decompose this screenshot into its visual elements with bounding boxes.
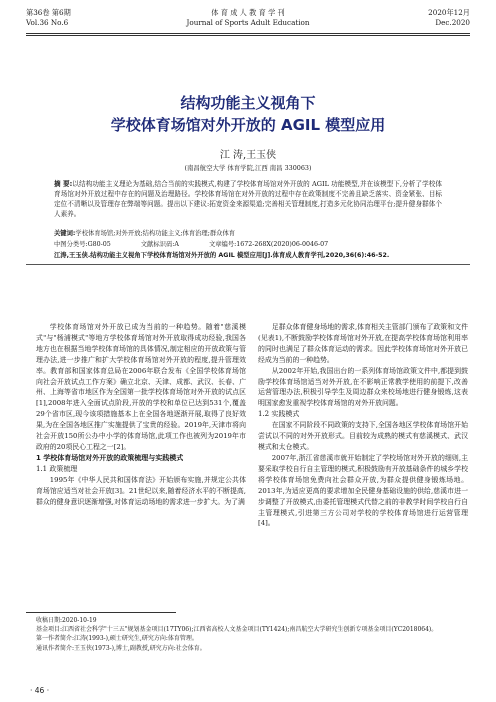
clc-number: 中图分类号:G80-05 [54, 241, 111, 248]
article-title-line1: 结构功能主义视角下 [180, 94, 316, 112]
issue-date [428, 8, 470, 28]
corresponding-author-bio: 通讯作者简介:王玉侠(1973-),博士,副教授,研究方向:社会体育。 [36, 644, 206, 652]
subsection-heading: 1.2 实践模式 [258, 410, 300, 419]
header-rule-thin [26, 35, 470, 36]
journal-name [26, 8, 470, 28]
volume-en: Vol.36 No.6 [26, 18, 69, 27]
issue-date-cn: 2020年12月 [428, 8, 470, 17]
citation-text: 江涛,王玉侠.结构功能主义视角下学校体育场馆对外开放的 AGIL 模型应用[J].体育成人教育学刊,2020,36(6):46-52. [54, 252, 390, 259]
article-title-line2: 学校体育场馆对外开放的 AGIL 模型应用 [110, 116, 386, 134]
classification-row [54, 240, 442, 250]
fund-info: 基金项目:江西省社会科学"十三五"规划基金项目(17TY06);江西省高校人文基金项目(TY1424);南昌航空大学研究生创新专项基金项目(YC2018064)。 [36, 626, 438, 634]
abstract-text: 以结构功能主义理论为基础,结合当前的实践模式,构建了学校体育场馆对外开放的 AGIL 功能模型,并在该模型下,分析了学校体育场馆对外开放过程中存在的问题及治理路径。学校体育场馆在对外开放的过程中存在政策制度不完善且缺乏落实、资金紧张、目标定位不清晰以及管理存在弊端等问题。提出以下建议:拓宽资金来源渠道;完善相关管理制度,打造多元化协同治理平台;提升健身群体个人素养。 [54, 180, 442, 218]
paragraph: 在国家不同阶段不同政策的支持下,全国各地区学校体育场馆开始尝试以不同的对外开放形式。目前较为成熟的模式有慈溪模式、武汉模式和太仓模式。 [258, 421, 468, 452]
document-code: 文献标识码:A [140, 241, 179, 248]
footnotes [36, 616, 464, 653]
keywords [54, 229, 442, 239]
paragraph: 学校体育场馆对外开放已成为当前的一种趋势。随着"慈溪模式"与"杨浦模式"等地方学校体育场馆对外开放取得成功经验,我国各地方也在根据当地学校体育场馆的具体情况,制定相应的开放政策与管理办法,进一步推广和扩大学校体育场馆对外开放的程度,提升管理效率。教育部和国家体育总局在2006年联合发布《全国学校体育场馆向社会开放试点工作方案》确立北京、天津、成都、武汉、长春、广州、上海等省市地区作为全国第一批学校体育场馆对外开放的试点区[1],2008年进入全面试点阶段,开放的学校和单位已达到531个,覆盖29个省市区,现今该项措施基本上在全国各地逐渐开展,取得了良好效果,为在全国各地区推广实施提供了宝贵的经验。2019年,天津市将向社会开放150所公办中小学的体育场馆,此项工作也被列为2019年市政府的20项民心工程之一[2]。 [36, 323, 246, 451]
author-list: 江 涛,王玉侠 [219, 150, 277, 161]
paragraph: 从2002年开始,我国出台的一系列体育场馆政策文件中,都提到鼓励学校体育场馆适当对外开放,在不影响正常教学使用的前提下,改善运营管理办法,积极引导学生及周边群众来校场地进行健身锻炼,这表明国家愈发重视学校体育场馆的对外开放问题。 [258, 366, 468, 408]
issue-date-en: Dec.2020 [435, 18, 470, 27]
journal-name-en: Journal of Sports Adult Education [186, 18, 310, 27]
keywords-text: 学校体育场馆;对外开放;结构功能主义;体育治理;群众体育 [75, 230, 236, 237]
header-rule [26, 33, 470, 34]
abstract [54, 180, 442, 220]
author-affiliation: (南昌航空大学 体育学院,江西 南昌 330063) [184, 164, 312, 172]
paragraph: 足群众体育健身场地的需求,体育相关主管部门颁布了政策和文件(见表1),不断鼓励学校体育场馆对外开放,在提高学校体育场馆利用率的同时也满足了群众体育运动的需求。因此学校体育场馆对外开放已经成为当前的一种趋势。 [258, 323, 468, 364]
article-number: 文章编号:1672-268X(2020)06-0046-07 [208, 241, 329, 248]
paragraph: 2007年,浙江省慈溪市就开始制定了学校场馆对外开放的细则,主要采取学校自行自主管理的模式,积极鼓励有开放基础条件的城乡学校将学校体育场馆免费向社会群众开放,为群众提供健身锻炼场地。2013年,为适应更高的要求增加全民健身基础设施的供给,慈溪市进一步调整了开放模式,由委托管理模式代替之前的非教学时间学校自行自主管理模式,引进第三方公司对学校的学校体育场馆进行运营管理[4]。 [258, 453, 468, 528]
citation [54, 251, 442, 261]
paragraph: 1995年《中华人民共和国体育法》开始颁布实施,并规定公共体育场馆应适当对社会开放[3]。21世纪以来,随着经济水平的不断提高,群众的健身意识逐渐增强,对体育运动场地的需求进一步扩大。为了满 [36, 475, 246, 506]
left-column [36, 322, 246, 508]
subsection-heading: 1.1 政策梳理 [36, 464, 78, 473]
volume-cn: 第36卷 第6期 [26, 8, 71, 17]
section-heading: 1 学校体育场馆对外开放的政策梳理与实践模式 [36, 453, 184, 462]
page-number: · 46 · [30, 686, 50, 695]
section-divider [26, 264, 470, 265]
received-date: 收稿日期:2020-10-19 [36, 617, 97, 624]
footnote-rule [26, 612, 176, 613]
journal-name-cn: 体 育 成 人 教 育 学 刊 [211, 8, 285, 17]
abstract-label: 摘 要: [54, 180, 73, 188]
first-author-bio: 第一作者简介:江涛(1993-),硕士研究生,研究方向:体育管理。 [36, 635, 198, 643]
right-column [258, 322, 468, 529]
keywords-label: 关键词: [54, 230, 76, 237]
